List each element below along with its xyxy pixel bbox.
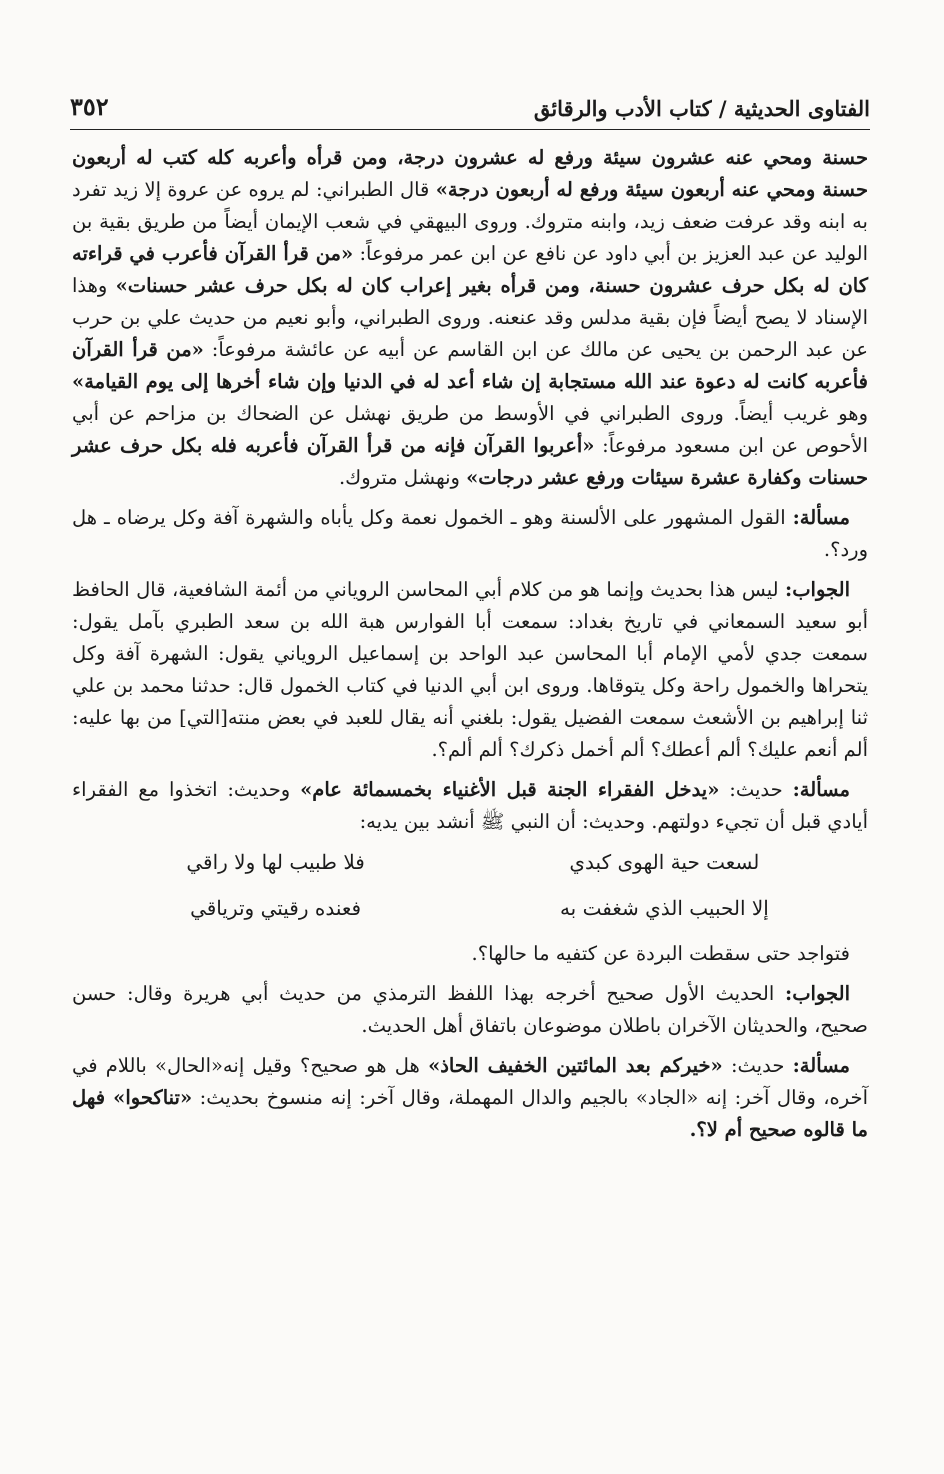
question-label: مسألة: bbox=[792, 506, 850, 529]
hadith-text: «من قرأ القرآن فأعرب في قراءته كان له بكل حرف عشرون حسنة، ومن قرأه بغير إعراب كان له بكل حرف عشر حسنات» bbox=[72, 242, 868, 297]
hadith-text: «من قرأ القرآن فأعربه كانت له دعوة عند الله مستجابة إن شاء أعد له في الدنيا وإن شاء أخرها إلى يوم القيامة» bbox=[72, 338, 868, 393]
answer-paragraph bbox=[72, 574, 868, 766]
poem-verse bbox=[110, 846, 830, 878]
poem-verse bbox=[110, 892, 830, 924]
answer-text: ليس هذا بحديث وإنما هو من كلام أبي المحاسن الروياني من أئمة الشافعية، قال الحافظ أبو سعيد السمعاني في تاريخ بغداد: سمعت أبا الفوارس هبة الله بن سعد الطبري بآمل يقول: سمعت جدي لأمي الإمام أبا المحاسن عبد الواحد بن إسماعيل الروياني يقول: الشهرة آفة وكل يتحراها والخمول راحة وكل يتوقاها. وروى ابن أبي الدنيا في كتاب الخمول قال: حدثنا محمد بن علي ثنا إبراهيم بن الأشعث سمعت الفضيل يقول: بلغني أنه يقال للعبد في بعض منته[التي] من بها عليه: ألم أنعم عليك؟ ألم أعطك؟ ألم أخمل ذكرك؟ ألم ألم؟. bbox=[72, 578, 868, 761]
hadith-text: «يدخل الفقراء الجنة قبل الأغنياء بخمسمائة عام» bbox=[300, 778, 720, 801]
question-ending: فتواجد حتى سقطت البردة عن كتفيه ما حالها؟. bbox=[471, 942, 850, 965]
hadith-text: «تناكحوا» فهل ما قالوه صحيح أم لا؟. bbox=[72, 1086, 868, 1141]
question-paragraph bbox=[72, 502, 868, 566]
question-paragraph bbox=[72, 774, 868, 838]
page-number: ٣٥٢ bbox=[70, 92, 109, 121]
verse-first-hemistich: إلا الحبيب الذي شغفت به bbox=[559, 896, 769, 920]
question-paragraph bbox=[72, 1050, 868, 1146]
question-text: هل هو صحيح؟ وقيل إنه«الحال» باللام في آخره، وقال آخر: إنه «الجاد» بالجيم والدال المهملة، وقال آخر: إنه منسوخ بحديث: bbox=[72, 1054, 869, 1109]
answer-paragraph bbox=[72, 978, 868, 1042]
commentary-text: وهو غريب أيضاً. وروى الطبراني في الأوسط من طريق نهشل عن الضحاك بن مزاحم عن أبي الأحوص عن ابن مسعود مرفوعاً: bbox=[72, 402, 869, 457]
question-text: حديث: bbox=[722, 1054, 793, 1077]
commentary-text: وهذا الإسناد لا يصح أيضاً فإن بقية مدلس وقد عنعنه. وروى الطبراني، وأبو نعيم من حديث علي بن حرب عن عبد الرحمن بن يحيى عن مالك عن ابن القاسم عن أبيه عن عائشة مرفوعاً: bbox=[72, 274, 868, 361]
hadith-text: حسنة ومحي عنه عشرون سيئة ورفع له عشرون درجة، ومن قرأه وأعربه كله كتب له أربعون حسنة ومحي عنه أربعون سيئة ورفع له أربعون درجة» bbox=[72, 146, 868, 201]
hadith-text: «أعربوا القرآن فإنه من قرأ القرآن فأعربه فله بكل حرف عشر حسنات وكفارة عشرة سيئات ورفع عشر درجات» bbox=[72, 434, 868, 489]
verse-first-hemistich: لسعت حية الهوى كبدي bbox=[569, 850, 760, 874]
page-header bbox=[70, 90, 870, 130]
running-title: الفتاوى الحديثية / كتاب الأدب والرقائق bbox=[533, 96, 870, 121]
paragraph-hadith-continuation bbox=[72, 142, 868, 494]
question-label: مسألة: bbox=[792, 778, 850, 801]
page-body bbox=[72, 142, 868, 1154]
commentary-text: قال الطبراني: لم يروه عن عروة إلا زيد تفرد به ابنه وقد عرفت ضعف زيد، وابنه متروك. وروى البيهقي في شعب الإيمان أيضاً من طريق بقية بن الوليد عن عبد العزيز بن أبي داود عن نافع عن ابن عمر مرفوعاً: bbox=[72, 178, 868, 265]
answer-text: الحديث الأول صحيح أخرجه بهذا اللفظ الترمذي من حديث أبي هريرة وقال: حسن صحيح، والحديثان الآخران باطلان موضوعان باتفاق أهل الحديث. bbox=[72, 982, 868, 1037]
answer-label: الجواب: bbox=[785, 982, 850, 1005]
commentary-text: ونهشل متروك. bbox=[338, 466, 467, 489]
question-text: القول المشهور على الألسنة وهو ـ الخمول نعمة وكل يأباه والشهرة آفة وكل يرضاه ـ هل ورد؟. bbox=[72, 506, 868, 561]
question-label: مسألة: bbox=[792, 1054, 850, 1077]
verse-second-hemistich: فعنده رقيتي وترياقي bbox=[190, 896, 362, 920]
hadith-text: «خيركم بعد المائتين الخفيف الحاذ» bbox=[428, 1054, 723, 1077]
verse-second-hemistich: فلا طبيب لها ولا راقي bbox=[186, 850, 365, 874]
question-text: وحديث: اتخذوا مع الفقراء أيادي قبل أن تجيء دولتهم. وحديث: أن النبي ﷺ أنشد بين يديه: bbox=[72, 778, 868, 833]
answer-label: الجواب: bbox=[785, 578, 850, 601]
question-text: حديث: bbox=[719, 778, 793, 801]
